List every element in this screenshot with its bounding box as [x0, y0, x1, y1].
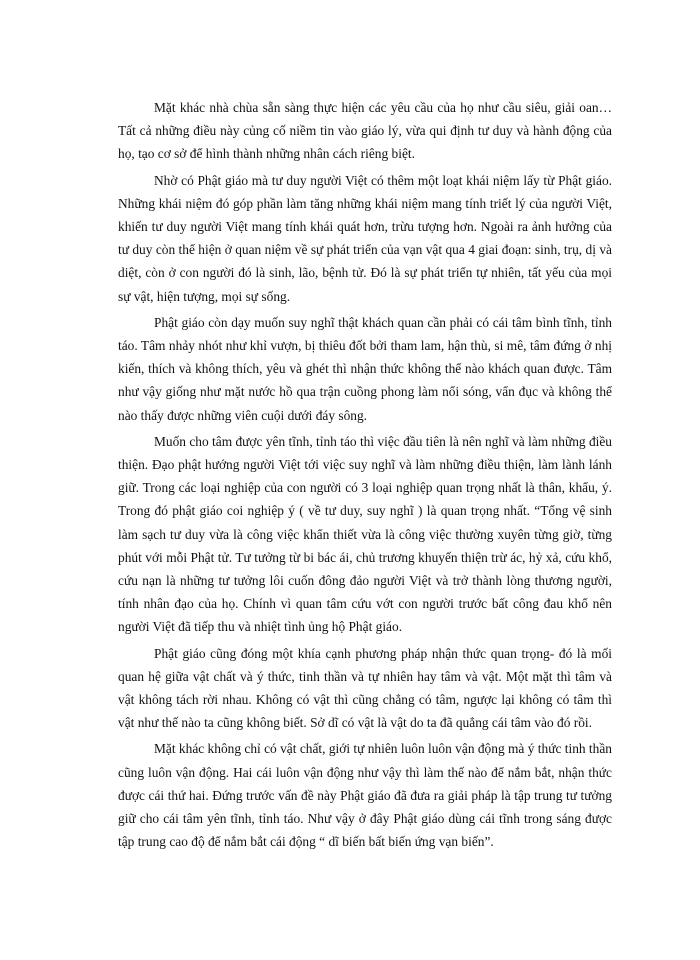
- paragraph-2: Nhờ có Phật giáo mà tư duy người Việt có thêm một loạt khái niệm lấy từ Phật giáo. Những khái niệm đó góp phần làm tăng những khái niệm mang tính triết lý của người Việt, khiến tư duy người Việt mang tính khái quát hơn, trừu tượng hơn. Ngoài ra ảnh hưởng của tư duy còn thể hiện ở quan niệm về sự phát triển của vạn vật qua 4 giai đoạn: sinh, trụ, dị và diệt, còn ở con người đó là sinh, lão, bệnh tử. Đó là sự phát triển tự nhiên, tất yếu của mọi sự vật, hiện tượng, mọi sự sống.: [118, 172, 612, 304]
- paragraph-1: Mặt khác nhà chùa sẵn sàng thực hiện các yêu cầu của họ như cầu siêu, giải oan… Tất cả những điều này củng cố niềm tin vào giáo lý, vừa qui định tư duy và hành động của họ, tạo cơ sở để hình thành những nhân cách riêng biệt.: [118, 100, 612, 162]
- paragraph-6: Mặt khác không chỉ có vật chất, giới tự nhiên luôn luôn vận động mà ý thức tinh thần cũng luôn vận động. Hai cái luôn vận động như vậy thì làm thế nào để nắm bắt, nhận thức được cái thứ hai. Đứng trước vấn đề này Phật giáo đã đưa ra giải pháp là tập trung tư tưởng giữ cho cái tâm yên tĩnh, tỉnh táo. Như vậy ở đây Phật giáo dùng cái tĩnh trong sáng được tập trung cao độ để nắm bắt cái động “ dĩ biến bất biến ứng vạn biến”.: [118, 741, 612, 850]
- paragraph-5: Phật giáo cũng đóng một khía cạnh phương pháp nhận thức quan trọng- đó là mối quan hệ giữa vật chất và ý thức, tinh thần và tự nhiên hay tâm và vật. Một mặt thì tâm và vật không tách rời nhau. Không có vật thì cũng chẳng có tâm, ngược lại không có tâm thì vật như thế nào ta cũng không biết. Sở dĩ có vật là vật do ta đã quẳng cái tâm vào đó rồi.: [118, 645, 612, 731]
- paragraph-3: Phật giáo còn dạy muốn suy nghĩ thật khách quan cần phải có cái tâm bình tĩnh, tỉnh táo. Tâm nhảy nhót như khỉ vượn, bị thiêu đốt bởi tham lam, hận thù, si mê, tâm đứng ở nhị kiến, thích và không thích, yêu và ghét thì nhận thức không thể nào khách quan được. Tâm như vậy giống như mặt nước hồ qua trận cuồng phong làm nổi sóng, vẩn đục và không thể nào thấy được những viên cuội dưới đáy sông.: [118, 314, 612, 423]
- paragraph-4: Muốn cho tâm được yên tĩnh, tỉnh táo thì việc đầu tiên là nên nghĩ và làm những điều thiện. Đạo phật hướng người Việt tới việc suy nghĩ và làm những điều thiện, làm lành lánh giữ. Trong các loại nghiệp của con người có 3 loại nghiệp quan trọng nhất là thân, khẩu, ý. Trong đó phật giáo coi nghiệp ý ( về tư duy, suy nghĩ ) là quan trọng nhất. “Tổng vệ sinh làm sạch tư duy vừa là công việc khẩn thiết vừa là công việc thường xuyên từng giờ, từng phút với mỗi Phật tử. Tư tưởng từ bi bác ái, chủ trương khuyến thiện trừ ác, hỷ xả, cứu khổ, cứu nạn là những tư tưởng lôi cuốn đông đảo người Việt và trở thành lòng thương người, tính nhân đạo của họ. Chính vì quan tâm cứu vớt con người trước bất công đau khổ nên người Việt đã tiếp thu và nhiệt tình ủng hộ Phật giáo.: [118, 433, 612, 635]
- document-body: [118, 96, 612, 854]
